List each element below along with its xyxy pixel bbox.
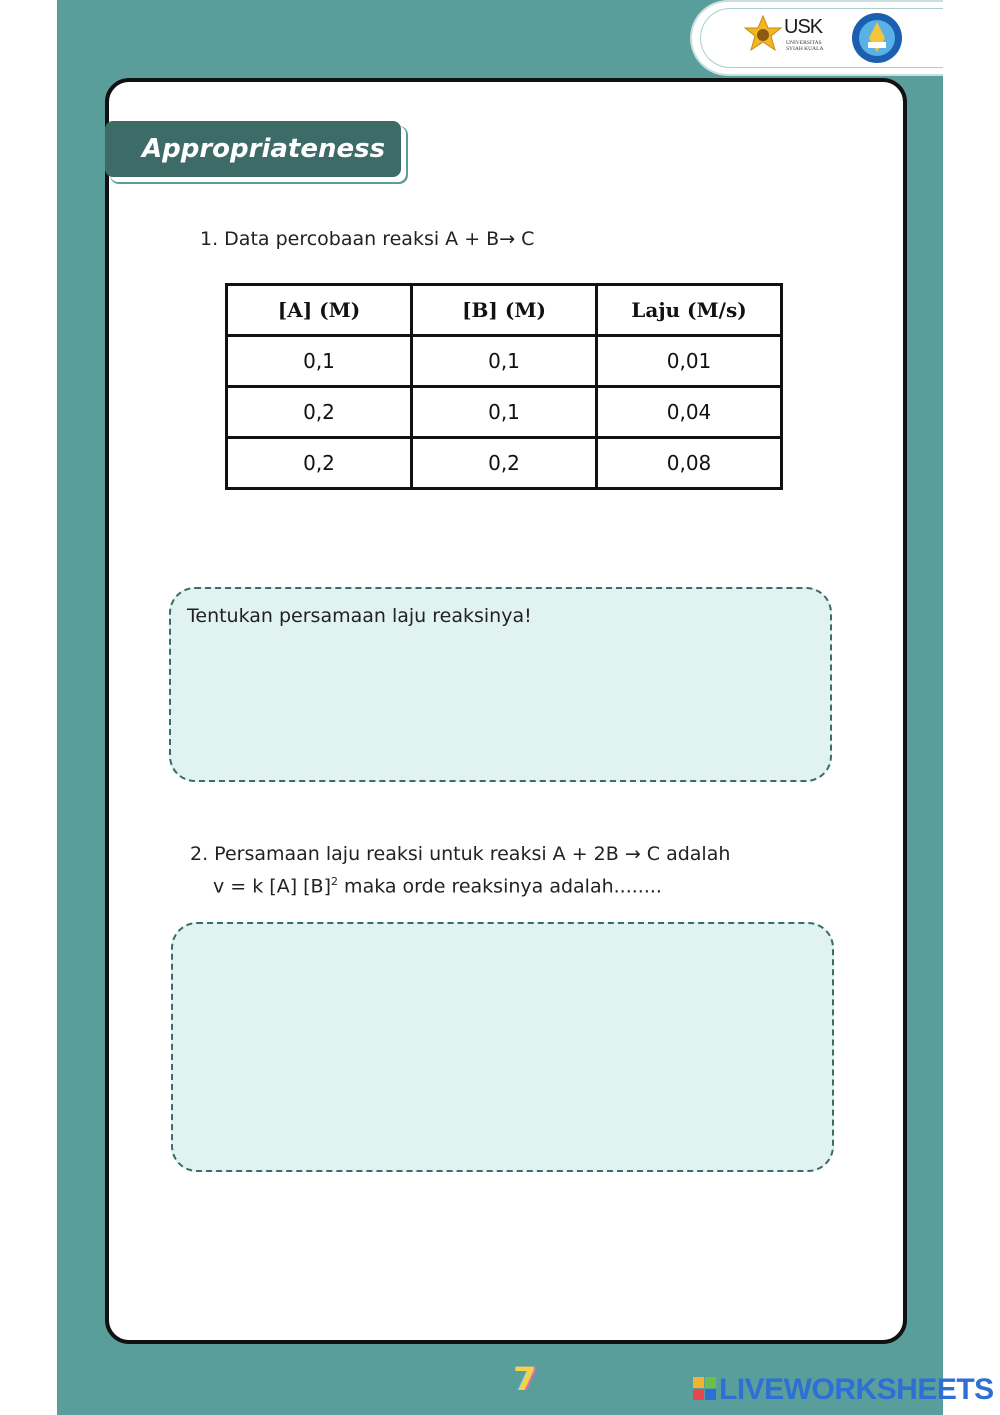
rate-law-exponent: 2 <box>331 875 339 888</box>
rate-law-expression: v = k [A] [B] <box>213 875 332 898</box>
question-2-text <box>190 840 730 900</box>
answer-box-1[interactable] <box>169 587 832 782</box>
liveworksheets-brand: LIVEWORKSHEETS <box>719 1373 994 1406</box>
answer-box-2[interactable] <box>171 922 834 1172</box>
table-cell: 0,04 <box>597 387 782 438</box>
question-2-line-1: 2. Persamaan laju reaksi untuk reaksi A + 2B → C adalah <box>190 843 731 865</box>
table-cell: 0,01 <box>597 336 782 387</box>
table-header-row <box>227 285 782 336</box>
usk-logo-subtitle: UNIVERSITAS SYIAH KUALA <box>786 40 824 52</box>
usk-emblem-icon <box>742 14 784 56</box>
table-cell: 0,1 <box>412 387 597 438</box>
table-header-rate: Laju (M/s) <box>597 285 782 336</box>
experiment-table <box>225 283 783 490</box>
table-row <box>227 387 782 438</box>
liveworksheets-mark-icon <box>693 1377 717 1401</box>
usk-logo <box>742 12 842 62</box>
kemendikbud-emblem-icon <box>851 12 903 64</box>
section-title: Appropriateness <box>142 134 386 164</box>
table-cell: 0,1 <box>227 336 412 387</box>
question-2-line-2 <box>190 868 730 900</box>
table-cell: 0,2 <box>412 438 597 489</box>
table-row <box>227 336 782 387</box>
question-2-ending: maka orde reaksinya adalah........ <box>338 875 662 898</box>
table-cell: 0,2 <box>227 387 412 438</box>
table-cell: 0,1 <box>412 336 597 387</box>
section-title-tag <box>105 121 401 177</box>
table-header-b: [B] (M) <box>412 285 597 336</box>
table-row <box>227 438 782 489</box>
table-header-a: [A] (M) <box>227 285 412 336</box>
table-cell: 0,2 <box>227 438 412 489</box>
table-cell: 0,08 <box>597 438 782 489</box>
page-number: 7 <box>514 1360 537 1398</box>
question-1-prompt: Tentukan persamaan laju reaksinya! <box>187 605 532 627</box>
usk-logo-title: USK <box>784 16 823 38</box>
question-1-text: 1. Data percobaan reaksi A + B→ C <box>200 228 535 250</box>
